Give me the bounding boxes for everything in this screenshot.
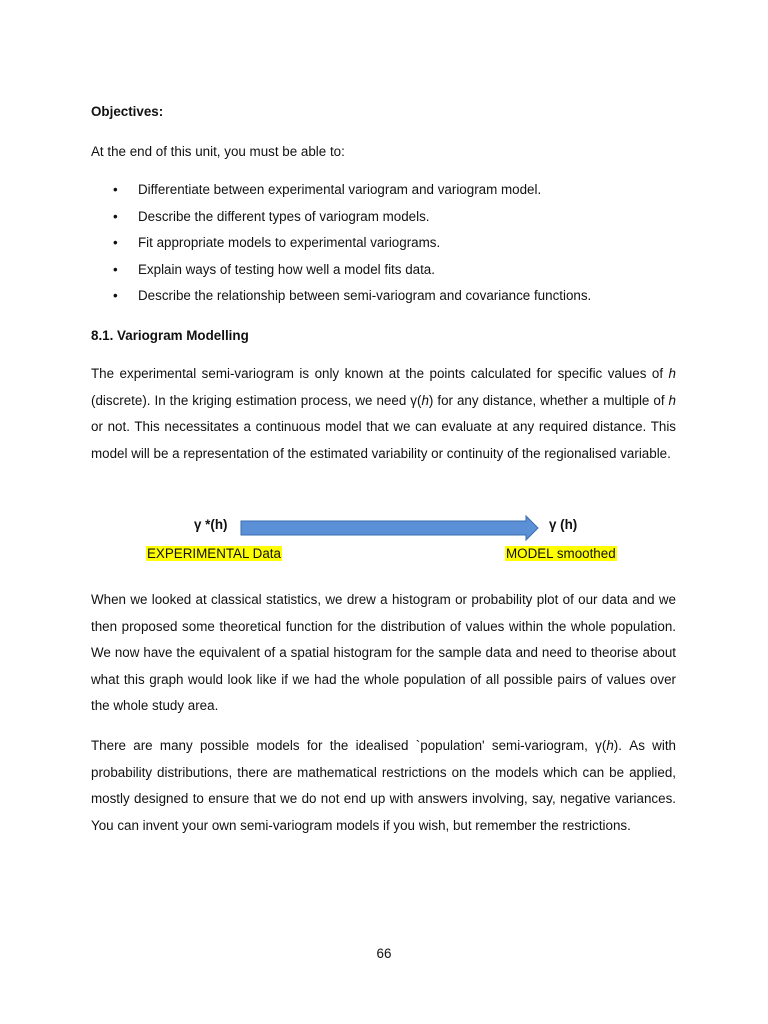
objectives-heading: Objectives: — [91, 104, 164, 119]
model-smoothed-label: MODEL smoothed — [506, 546, 616, 561]
model-gamma-symbol: γ (h) — [549, 517, 578, 532]
paragraph-3: There are many possible models for the idealised `population' semi-variogram, γ(h). As with probability distributions, there are mathematical restrictions on the models which can be applied, mostly designed to ensure that we do not end up with answers involving, say, negative variances. You can invent your own semi-variogram models if you wish, but remember the restrictions. — [91, 738, 676, 833]
list-item — [91, 260, 691, 287]
paragraph-1: The experimental semi-variogram is only known at the points calculated for specific values of h (discrete). In the kriging estimation process, we need γ(h) for any distance, whether a multiple of h or not. This necessitates a continuous model that we can evaluate at any required distance. This model will be a representation of the estimated variability or continuity of the regionalised variable. — [91, 366, 676, 461]
list-item-text: Differentiate between experimental variogram and variogram model. — [138, 182, 542, 197]
list-item — [91, 286, 691, 313]
right-arrow-icon — [241, 516, 538, 540]
bullet-icon: • — [113, 235, 118, 251]
list-item-text: Describe the relationship between semi-variogram and covariance functions. — [138, 288, 592, 304]
bullet-icon: • — [113, 288, 118, 304]
list-item — [91, 207, 691, 234]
section-heading: 8.1. Variogram Modelling — [91, 328, 249, 343]
list-item-text: Explain ways of testing how well a model fits data. — [138, 261, 435, 277]
list-item-text: Fit appropriate models to experimental variograms. — [138, 235, 441, 251]
list-item — [91, 180, 691, 207]
experimental-data-label: EXPERIMENTAL Data — [147, 546, 281, 561]
bullet-icon: • — [113, 261, 118, 277]
page-number: 66 — [376, 946, 392, 961]
bullet-icon: • — [113, 208, 118, 224]
bullet-icon: • — [113, 182, 118, 197]
list-item-text: Describe the different types of variogram models. — [138, 208, 430, 224]
objectives-list — [91, 180, 691, 313]
objectives-intro: At the end of this unit, you must be able to: — [91, 144, 345, 159]
list-item — [91, 233, 691, 260]
experimental-gamma-symbol: γ *(h) — [194, 517, 228, 532]
paragraph-2: When we looked at classical statistics, we drew a histogram or probability plot of our data and we then proposed some theoretical function for the distribution of values within the whole population. We now have the equivalent of a spatial histogram for the sample data and need to theorise about what this graph would look like if we had the whole population of all possible pairs of values over the whole study area. — [91, 592, 676, 714]
